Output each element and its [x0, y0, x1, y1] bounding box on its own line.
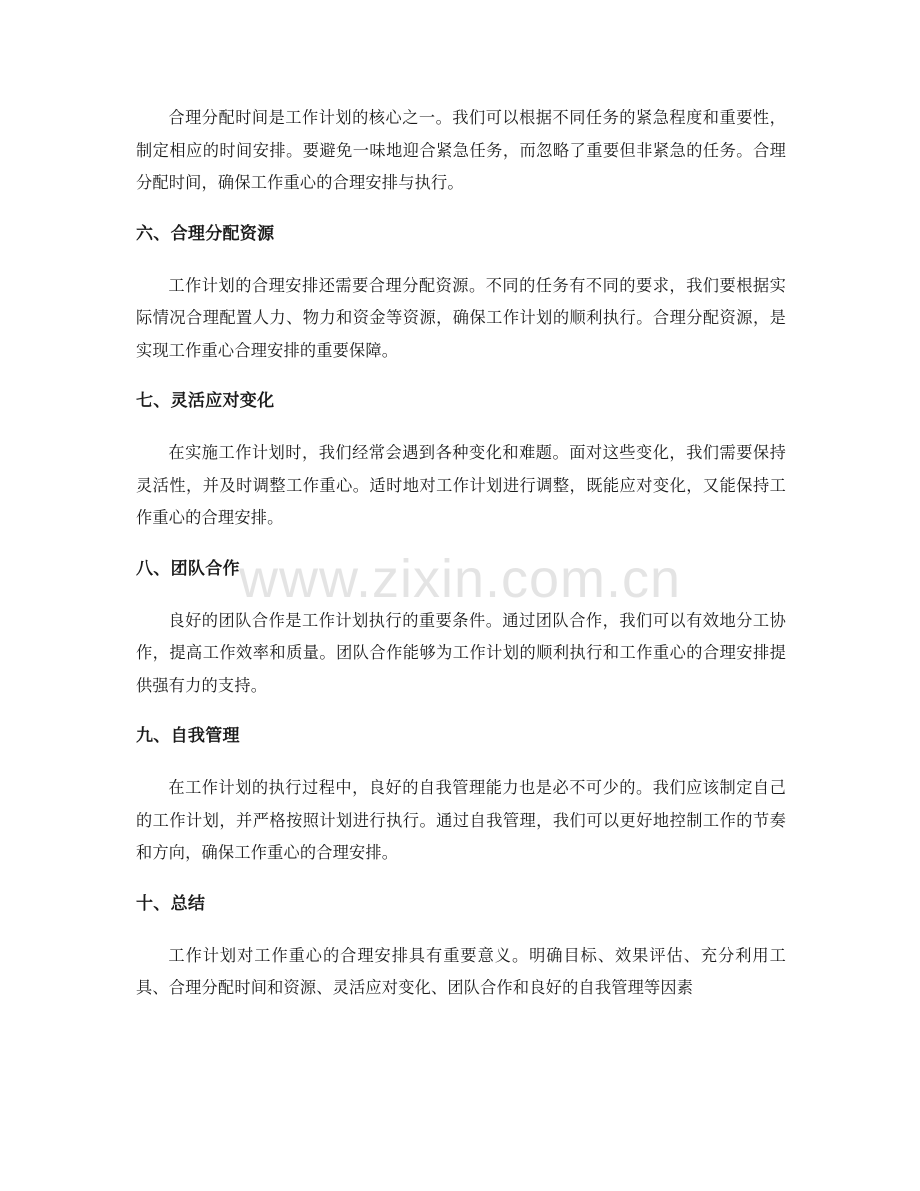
section-heading: 九、自我管理	[136, 726, 240, 746]
section-heading: 六、合理分配资源	[136, 223, 275, 244]
watermark: www.zixin.com.cn	[238, 549, 682, 609]
section-paragraph: 工作计划对工作重心的合理安排具有重要意义。明确目标、效果评估、充分利用工具、合理分配时间和资源、灵活应对变化、团队合作和良好的自我管理等因素	[136, 945, 786, 997]
section-resources	[136, 200, 786, 368]
section-summary	[136, 870, 786, 1005]
section-teamwork	[136, 535, 786, 703]
section-self-management	[136, 702, 786, 870]
section-flexibility	[136, 367, 786, 535]
section-paragraph: 在工作计划的执行过程中，良好的自我管理能力也是必不可少的。我们应该制定自己的工作计划，并严格按照计划进行执行。通过自我管理，我们可以更好地控制工作的节奏和方向，确保工作重心的合理安排。	[136, 778, 786, 862]
section-heading: 十、总结	[136, 893, 206, 914]
section-paragraph: 在实施工作计划时，我们经常会遇到各种变化和难题。面对这些变化，我们需要保持灵活性，并及时调整工作重心。适时地对工作计划进行调整，既能应对变化，又能保持工作重心的合理安排。	[136, 443, 786, 527]
document-body	[136, 102, 786, 1005]
section-paragraph: 工作计划的合理安排还需要合理分配资源。不同的任务有不同的要求，我们要根据实际情况合理配置人力、物力和资金等资源，确保工作计划的顺利执行。合理分配资源，是实现工作重心合理安排的重要保障。	[136, 275, 786, 360]
section-heading: 七、灵活应对变化	[136, 391, 275, 411]
section-heading: 八、团队合作	[136, 558, 240, 579]
intro-paragraph: 合理分配时间是工作计划的核心之一。我们可以根据不同任务的紧急程度和重要性，制定相应的时间安排。要避免一味地迎合紧急任务，而忽略了重要但非紧急的任务。合理分配时间，确保工作重心的合理安排与执行。	[136, 108, 786, 192]
section-paragraph: 良好的团队合作是工作计划执行的重要条件。通过团队合作，我们可以有效地分工协作，提高工作效率和质量。团队合作能够为工作计划的顺利执行和工作重心的合理安排提供强有力的支持。	[136, 610, 786, 695]
